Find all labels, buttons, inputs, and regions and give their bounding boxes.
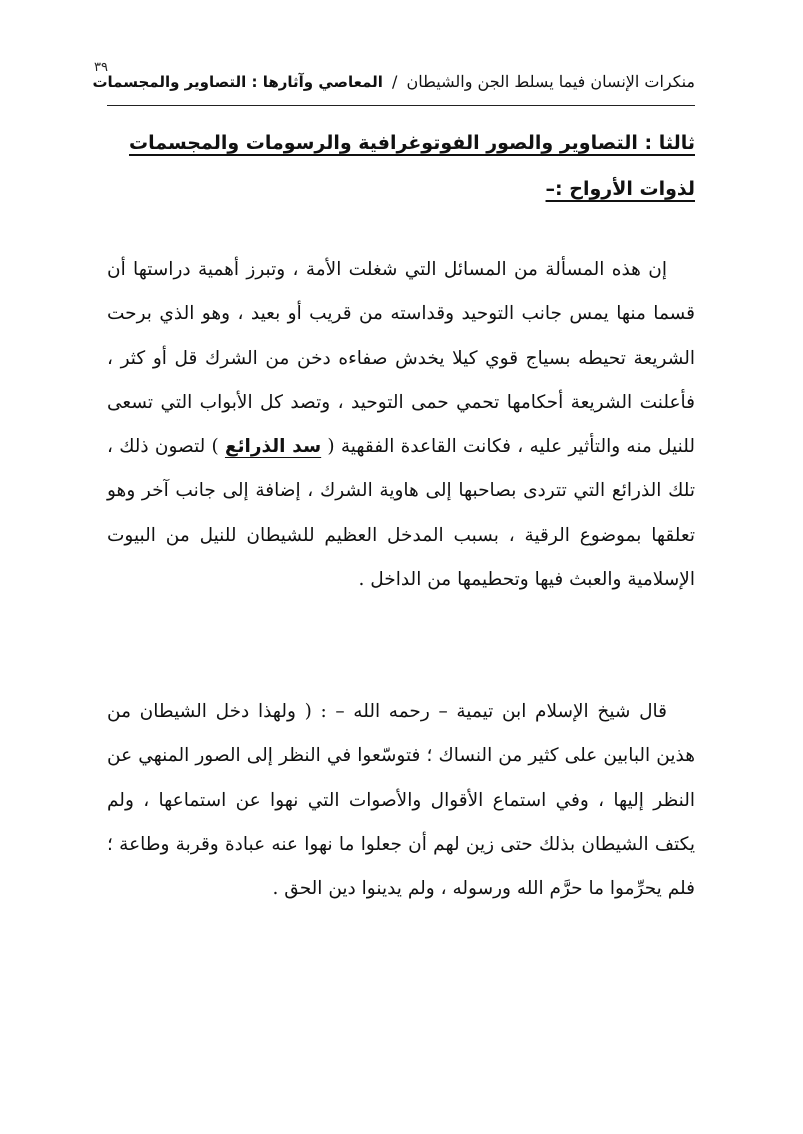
highlighted-term: سد الذرائع	[224, 436, 322, 458]
paragraph-1	[107, 248, 695, 602]
section-heading	[105, 120, 695, 212]
paragraph-1-text-before: إن هذه المسألة من المسائل التي شغلت الأمة ، وتبرز أهمية دراستها أن قسما منها يمس جانب التوحيد وقداسته من قريب أو بعيد ، وهو الذي برحت الشريعة تحيطه بسياج قوي كيلا يخدش صفاءه دخن من الشرك قل أو كثر ، فأعلنت الشريعة أحكامها تحمي حمى التوحيد ، وتصد كل الأبواب التي تسعى للنيل منه والتأثير عليه ، فكانت القاعدة الفقهية (	[107, 259, 695, 458]
page-number: ٣٩	[94, 60, 108, 75]
running-header	[92, 72, 695, 91]
section-heading-line-2: لذوات الأرواح :–	[545, 178, 695, 200]
header-separator: /	[392, 72, 398, 91]
paragraph-1-text-after: ) لتصون ذلك ، تلك الذرائع التي تتردى بصاحبها إلى هاوية الشرك ، إضافة إلى جانب آخر وهو تعلقها بموضوع الرقية ، بسبب المدخل العظيم للشيطان للنيل من البيوت الإسلامية والعبث فيها وتحطيمها من الداخل .	[107, 436, 695, 591]
header-divider	[107, 105, 695, 106]
paragraph-2: قال شيخ الإسلام ابن تيمية – رحمه الله – : ( ولهذا دخل الشيطان من هذين البابين على كثير من النساك ؛ فتوسّعوا في النظر إلى الصور المنهي عن النظر إليها ، وفي استماع الأقوال والأصوات التي نهوا عن استماعها ، ولم يكتف الشيطان بذلك حتى زين لهم أن جعلوا ما نهوا عنه عبادة وقربة وطاعة ؛ فلم يحرِّموا ما حرَّم الله ورسوله ، ولم يدينوا دين الحق .	[107, 701, 695, 900]
book-title: منكرات الإنسان فيما يسلط الجن والشيطان	[406, 72, 695, 91]
chapter-title: المعاصي وآثارها : التصاوير والمجسمات	[92, 73, 383, 91]
section-heading-line-1: ثالثا : التصاوير والصور الفوتوغرافية والرسومات والمجسمات	[129, 132, 695, 154]
